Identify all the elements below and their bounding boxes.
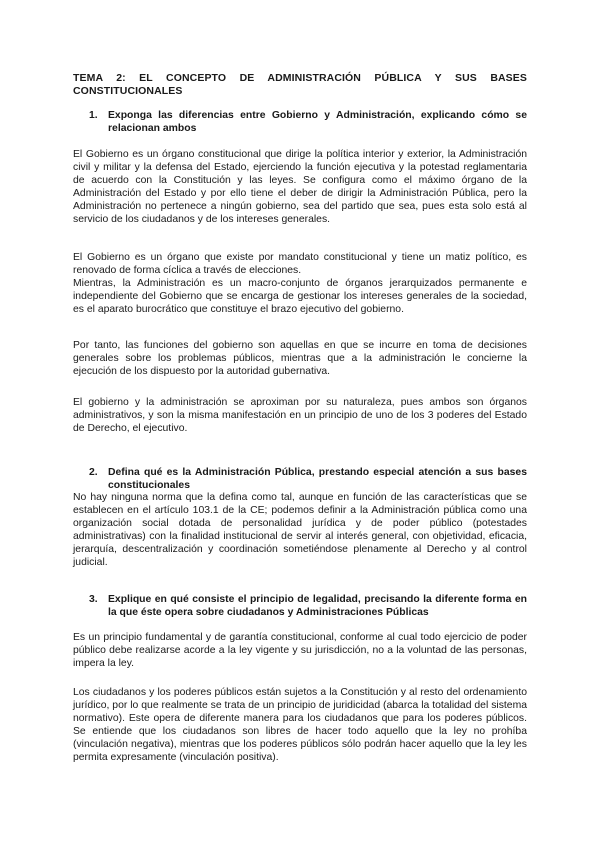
section-3-heading <box>73 594 527 619</box>
paragraph: Por tanto, las funciones del gobierno son aquellas en que se incurre en toma de decisiones generales sobre los problemas públicos, mientras que a la administración le concierne la ejecución de los dispuesto por la autoridad gubernativa. <box>73 340 527 377</box>
paragraph: El gobierno y la administración se aproximan por su naturaleza, pues ambos son órganos administrativos, y son la misma manifestación en un principio de uno de los 3 poderes del Estado de Derecho, el ejecutivo. <box>73 397 527 434</box>
paragraph: Mientras, la Administración es un macro-conjunto de órganos jerarquizados permanente e independiente del Gobierno que se encarga de gestionar los intereses generales de la sociedad, es el aparato burocrático que constituye el brazo ejecutivo del gobierno. <box>73 278 527 315</box>
section-1-heading <box>73 110 527 135</box>
section-2-heading <box>73 467 527 492</box>
section-number: 1. <box>89 110 98 121</box>
section-heading-text: Explique en qué consiste el principio de legalidad, precisando la diferente forma en la que éste opera sobre ciudadanos y Administraciones Públicas <box>108 594 527 618</box>
document-title: TEMA 2: EL CONCEPTO DE ADMINISTRACIÓN PÚBLICA Y SUS BASES CONSTITUCIONALES <box>73 72 527 97</box>
section-heading-text: Exponga las diferencias entre Gobierno y Administración, explicando cómo se relacionan ambos <box>108 110 527 134</box>
paragraph: Los ciudadanos y los poderes públicos están sujetos a la Constitución y al resto del ordenamiento jurídico, por lo que realmente se trata de un principio de juridicidad (abarca la totalidad del sistema normativo). Este opera de diferente manera para los ciudadanos que para los poderes públicos. Se entiende que los ciudadanos son libres de hacer todo aquello que la ley no prohíba (vinculación negativa), mientras que los poderes públicos sólo podrán hacer aquello que la ley les permita expresamente (vinculación positiva). <box>73 687 527 763</box>
paragraph: No hay ninguna norma que la defina como tal, aunque en función de las características que se establecen en el artículo 103.1 de la CE; podemos definir a la Administración pública como una organización social dotada de personalidad jurídica y de poder público (potestades administrativas) con la finalidad institucional de servir al interés general, con objetividad, eficacia, jerarquía, descentralización y coordinación sometiéndose plenamente al Derecho y al control judicial. <box>73 492 527 568</box>
paragraph: Es un principio fundamental y de garantía constitucional, conforme al cual todo ejercicio de poder público debe realizarse acorde a la ley vigente y su jurisdicción, no a la voluntad de las personas, impera la ley. <box>73 632 527 669</box>
section-number: 2. <box>89 467 98 478</box>
paragraph: El Gobierno es un órgano que existe por mandato constitucional y tiene un matiz político, es renovado de forma cíclica a través de elecciones. <box>73 252 527 276</box>
section-heading-text: Defina qué es la Administración Pública, prestando especial atención a sus bases constitucionales <box>108 467 527 491</box>
paragraph: El Gobierno es un órgano constitucional que dirige la política interior y exterior, la Administración civil y militar y la defensa del Estado, ejerciendo la función ejecutiva y la potestad reglamentaria de acuerdo con la Constitución y las leyes. Se configura como el máximo órgano de la Administración del Estado y por ello tiene el deber de dirigir la Administración Pública, pero la Administración no pertenece a ningún gobierno, sea del partido que sea, pues esta solo está al servicio de los ciudadanos y de los intereses generales. <box>73 149 527 225</box>
section-number: 3. <box>89 594 98 605</box>
